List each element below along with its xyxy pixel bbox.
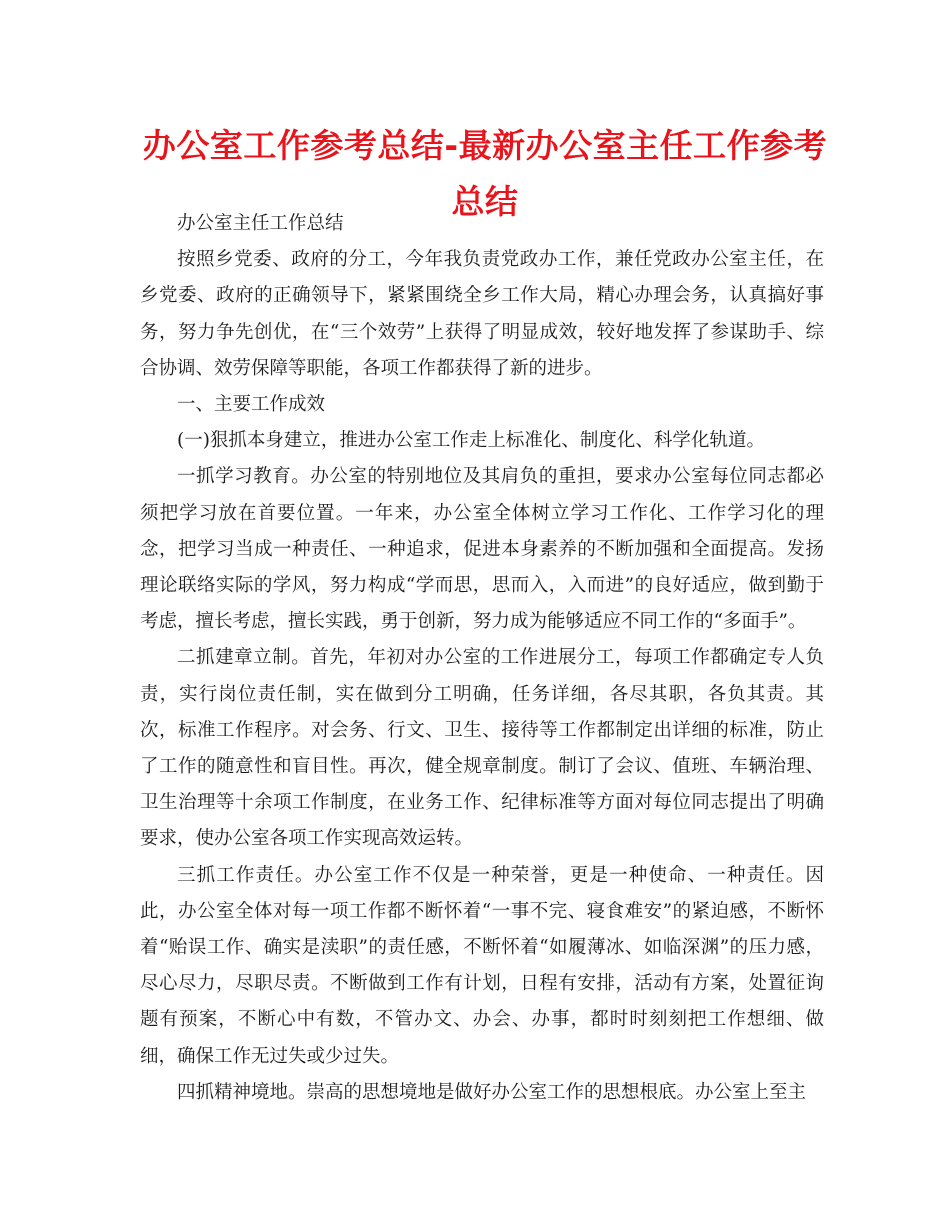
paragraph-responsibility: 三抓工作责任。办公室工作不仅是一种荣誉，更是一种使命、一种责任。因此，办公室全体对每一项工作都不断怀着“一事不完、寝食难安”的紧迫感，不断怀着“贻误工作、确实是渎职”的责任感，不断怀着“如履薄冰、如临深渊”的压力感，尽心尽力，尽职尽责。不断做到工作有计划，日程有安排，活动有方案，处置征询题有预案，不断心中有数，不管办文、办会、办事，都时时刻刻把工作想细、做细，确保工作无过失或少过失。 [140, 864, 824, 1067]
subsection-heading: (一)狠抓本身建立，推进办公室工作走上标准化、制度化、科学化轨道。 [177, 430, 765, 452]
paragraph-intro: 按照乡党委、政府的分工，今年我负责党政办工作，兼任党政办公室主任，在乡党委、政府的正确领导下，紧紧围绕全乡工作大局，精心办理会务，认真搞好事务，努力争先创优，在“三个效劳”上获得了明显成效，较好地发挥了参谋助手、综合协调、效劳保障等职能，各项工作都获得了新的进步。 [140, 249, 824, 379]
paragraph-spirit: 四抓精神境地。崇高的思想境地是做好办公室工作的思想根底。办公室上至主 [177, 1081, 807, 1103]
document-body [140, 206, 824, 1111]
document-title: 办公室工作参考总结-最新办公室主任工作参考总结 [142, 126, 828, 221]
paragraph-learning: 一抓学习教育。办公室的特别地位及其肩负的重担，要求办公室每位同志都必须把学习放在首要位置。一年来，办公室全体树立学习工作化、工作学习化的理念，把学习当成一种责任、一种追求，促进本身素养的不断加强和全面提高。发扬理论联络实际的学风，努力构成“学而思，思而入，入而进”的良好适应，做到勤于考虑，擅长考虑，擅长实践，勇于创新，努力成为能够适应不同工作的“多面手”。 [140, 466, 824, 633]
section-heading: 一、主要工作成效 [177, 394, 326, 416]
paragraph-subtitle: 办公室主任工作总结 [177, 213, 344, 234]
paragraph-rules: 二抓建章立制。首先，年初对办公室的工作进展分工，每项工作都确定专人负责，实行岗位责任制，实在做到分工明确，任务详细，各尽其职，各负其责。其次，标准工作程序。对会务、行文、卫生、接待等工作都制定出详细的标准，防止了工作的随意性和盲目性。再次，健全规章制度。制订了会议、值班、车辆治理、卫生治理等十余项工作制度，在业务工作、纪律标准等方面对每位同志提出了明确要求，使办公室各项工作实现高效运转。 [140, 647, 824, 850]
